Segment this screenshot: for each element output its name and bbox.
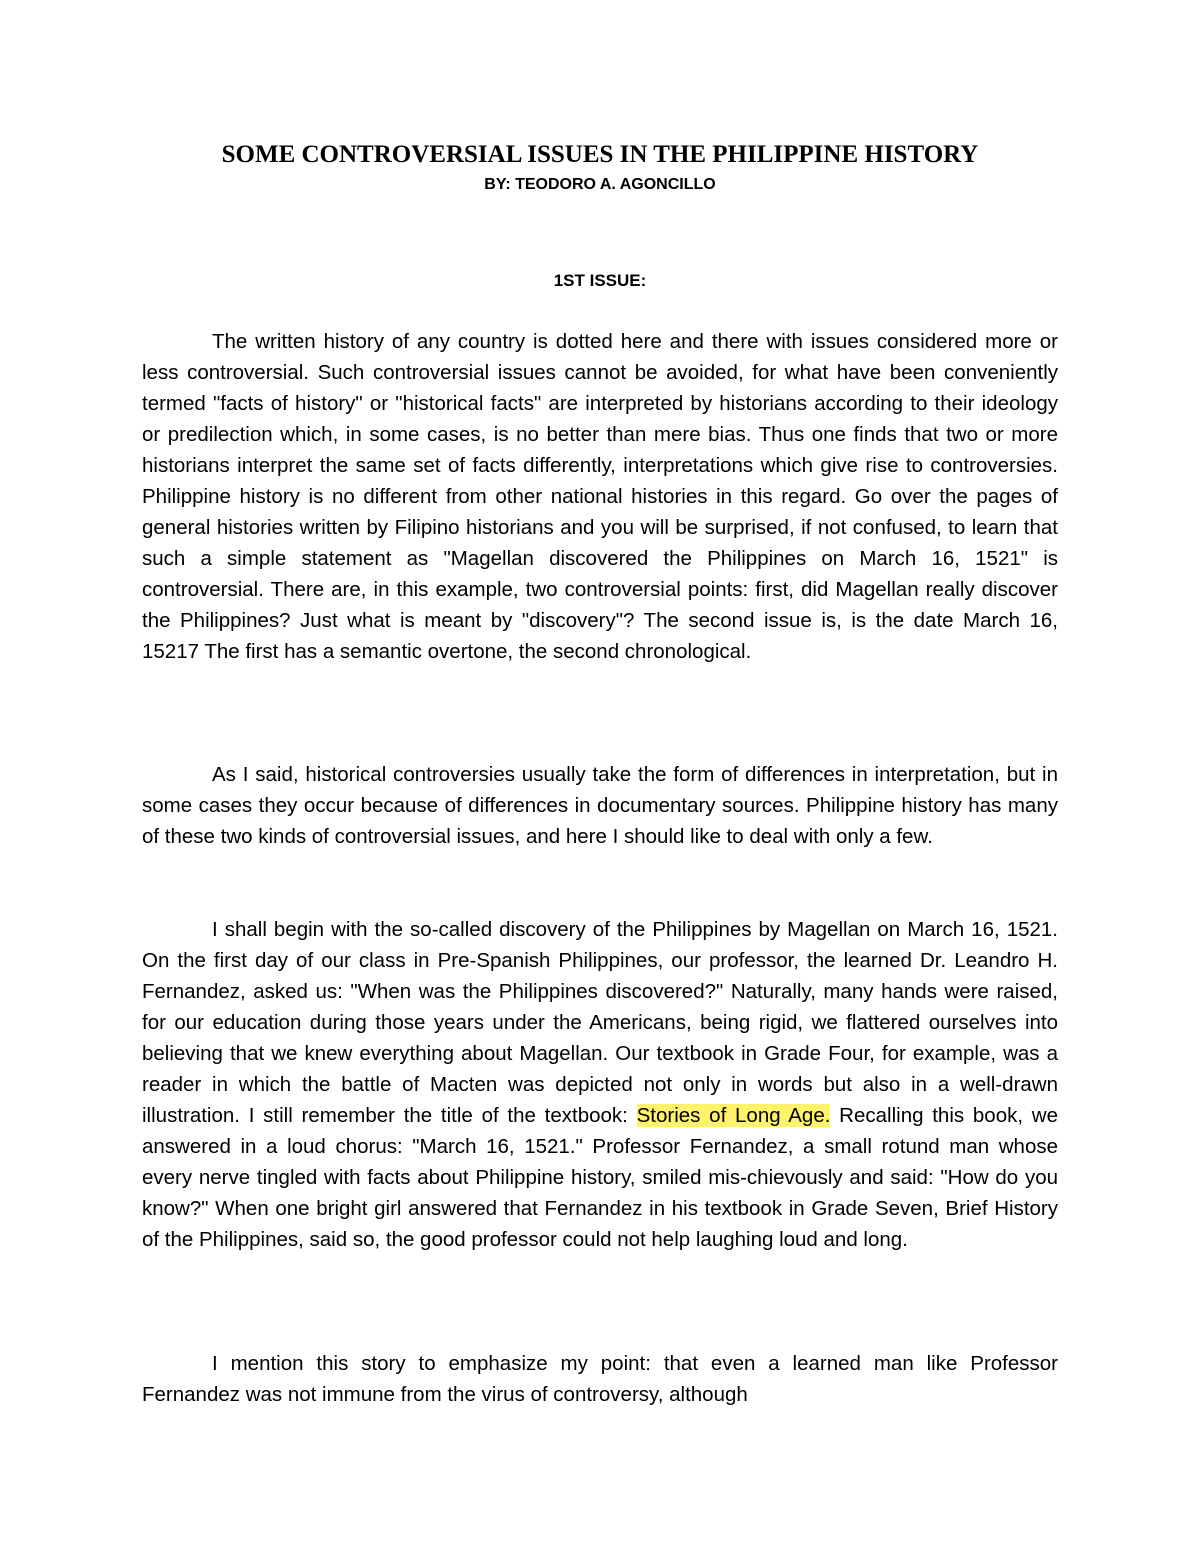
section-heading: 1ST ISSUE: <box>553 271 647 290</box>
paragraph-3-text-before: I shall begin with the so-called discovery of the Philippines by Magellan on March 16, 1521. On the first day of our class in Pre-Spanish Philippines, our professor, the learned Dr. Leandro H. Fernandez, asked us: "When was the Philippines discovered?" Naturally, many hands were raised, for our education during those years under the Americans, being rigid, we flattered ourselves into believing that we knew everything about Magellan. Our textbook in Grade Four, for example, was a reader in which the battle of Macten was depicted not only in words but also in a well-drawn illustration. I still remember the title of the textbook: <box>142 918 1058 1127</box>
highlighted-book-title: Stories of Long Age. <box>636 1104 831 1127</box>
paragraph-4: I mention this story to emphasize my point: that even a learned man like Professor Fernandez was not immune from the virus of controversy, although <box>142 1352 1058 1406</box>
document-title: SOME CONTROVERSIAL ISSUES IN THE PHILIPPINE HISTORY <box>221 141 979 168</box>
author-byline: BY: TEODORO A. AGONCILLO <box>484 176 716 193</box>
paragraph-2: As I said, historical controversies usually take the form of differences in interpretation, but in some cases they occur because of differences in documentary sources. Philippine history has many of these two kinds of controversial issues, and here I should like to deal with only a few. <box>142 763 1058 848</box>
paragraph-3 <box>142 914 1058 1255</box>
paragraph-1: The written history of any country is dotted here and there with issues considered more or less controversial. Such controversial issues cannot be avoided, for what have been conveniently termed "facts of history" or "historical facts" are interpreted by historians according to their ideology or predilection which, in some cases, is no better than mere bias. Thus one finds that two or more historians interpret the same set of facts differently, interpretations which give rise to controversies. Philippine history is no different from other national histories in this regard. Go over the pages of general histories written by Filipino historians and you will be surprised, if not confused, to learn that such a simple statement as "Magellan discovered the Philippines on March 16, 1521" is controversial. There are, in this example, two controversial points: first, did Magellan really discover the Philippines? Just what is meant by "discovery"? The second issue is, is the date March 16, 15217 The first has a semantic overtone, the second chronological. <box>142 330 1058 663</box>
paragraph-3-text-after: Recalling this book, we answered in a loud chorus: "March 16, 1521." Professor Fernandez, a small rotund man whose every nerve tingled with facts about Philippine history, smiled mis-chievously and said: "How do you know?" When one bright girl answered that Fernandez in his textbook in Grade Seven, Brief History of the Philippines, said so, the good professor could not help laughing loud and long. <box>142 1104 1058 1251</box>
